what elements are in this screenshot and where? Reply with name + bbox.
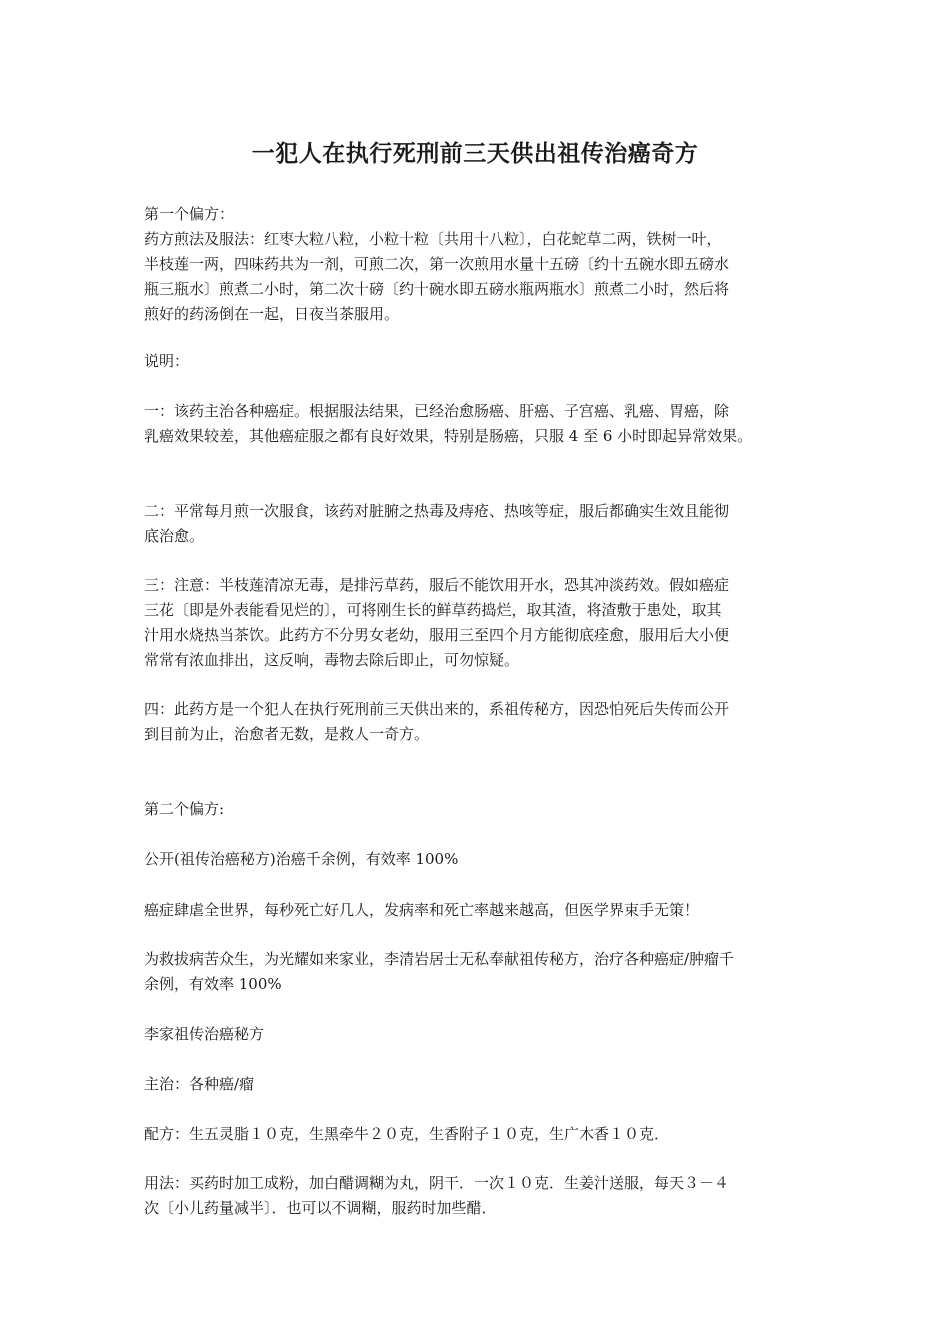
- text-line: 一：该药主治各种癌症。根据服法结果，已经治愈肠癌、肝癌、子宫癌、乳癌、胃癌，除: [144, 402, 730, 420]
- paragraph-cancer-world: [144, 898, 816, 923]
- text-line: 汁用水烧热当茶饮。此药方不分男女老幼，服用三至四个月方能彻底痊愈，服用后大小便: [144, 626, 730, 644]
- text-line: 到目前为止，治愈者无数，是救人一奇方。: [144, 725, 430, 743]
- text-line: 乳癌效果较差，其他癌症服之都有良好效果，特别是肠癌，只服 4 至 6 小时即起异常效果。: [144, 427, 753, 445]
- paragraph-second-remedy-heading: [144, 797, 816, 822]
- paragraph-usage: [144, 1171, 816, 1221]
- paragraph-indication: [144, 1072, 816, 1097]
- paragraph-note-four: [144, 697, 816, 747]
- text-line: 癌症肆虐全世界，每秒死亡好几人，发病率和死亡率越来越高，但医学界束手无策！: [144, 901, 700, 919]
- paragraph-formula: [144, 1122, 816, 1147]
- document-title: 一犯人在执行死刑前三天供出祖传治癌奇方: [251, 140, 699, 167]
- text-line: 底治愈。: [144, 527, 205, 545]
- text-line: 半枝莲一两，四味药共为一剂，可煎二次，第一次煎用水量十五磅〔约十五碗水即五磅水: [144, 255, 730, 273]
- text-line: 主治：各种癌/瘤: [144, 1075, 255, 1093]
- text-line: 煎好的药汤倒在一起，日夜当茶服用。: [144, 305, 400, 323]
- text-line: 说明：: [144, 352, 190, 370]
- paragraph-note-one: [144, 399, 816, 449]
- text-line: 公开(祖传治癌秘方)治癌千余例，有效率 100%: [144, 850, 459, 868]
- text-line: 李家祖传治癌秘方: [144, 1025, 265, 1043]
- text-line: 余例，有效率 100%: [144, 975, 282, 993]
- paragraph-notes-heading: [144, 349, 816, 374]
- text-line: 常常有浓血排出，这反响，毒物去除后即止，可勿惊疑。: [144, 651, 520, 669]
- text-line: 用法：买药时加工成粉，加白醋调糊为丸，阴干．一次１０克．生姜汁送服，每天３－４: [144, 1174, 730, 1192]
- paragraph-public-secret: [144, 847, 816, 872]
- text-line: 三：注意：半枝莲清凉无毒，是排污草药，服后不能饮用开水，恐其冲淡药效。假如癌症: [144, 576, 730, 594]
- paragraph-first-remedy-method: [144, 227, 816, 327]
- paragraph-li-family-heading: [144, 1022, 816, 1047]
- text-line: 次〔小儿药量减半〕．也可以不调糊，服药时加些醋．: [144, 1199, 497, 1217]
- text-line: 二：平常每月煎一次服食，该药对脏腑之热毒及痔疮、热咳等症，服后都确实生效且能彻: [144, 502, 730, 520]
- text-line: 第一个偏方：: [144, 205, 235, 223]
- text-line: 配方：生五灵脂１０克，生黑牵牛２０克，生香附子１０克，生广木香１０克．: [144, 1125, 670, 1143]
- text-line: 第二个偏方:: [144, 800, 225, 818]
- paragraph-first-remedy-heading: [144, 202, 816, 227]
- paragraph-offering: [144, 947, 816, 997]
- text-line: 瓶三瓶水〕煎煮二小时，第二次十磅〔约十碗水即五磅水瓶两瓶水〕煎煮二小时，然后将: [144, 280, 730, 298]
- text-line: 三花〔即是外表能看见烂的〕，可将刚生长的鲜草药捣烂，取其渣，将渣敷于患处，取其: [144, 601, 722, 619]
- text-line: 四：此药方是一个犯人在执行死刑前三天供出来的，系祖传秘方，因恐怕死后失传而公开: [144, 700, 730, 718]
- paragraph-note-three: [144, 573, 816, 673]
- text-line: 为救拔病苦众生，为光耀如来家业，李清岩居士无私奉献祖传秘方，治疗各种癌症/肿瘤千: [144, 950, 735, 968]
- paragraph-note-two: [144, 499, 816, 549]
- text-line: 药方煎法及服法：红枣大粒八粒，小粒十粒〔共用十八粒〕，白花蛇草二两，铁树一叶，: [144, 230, 722, 248]
